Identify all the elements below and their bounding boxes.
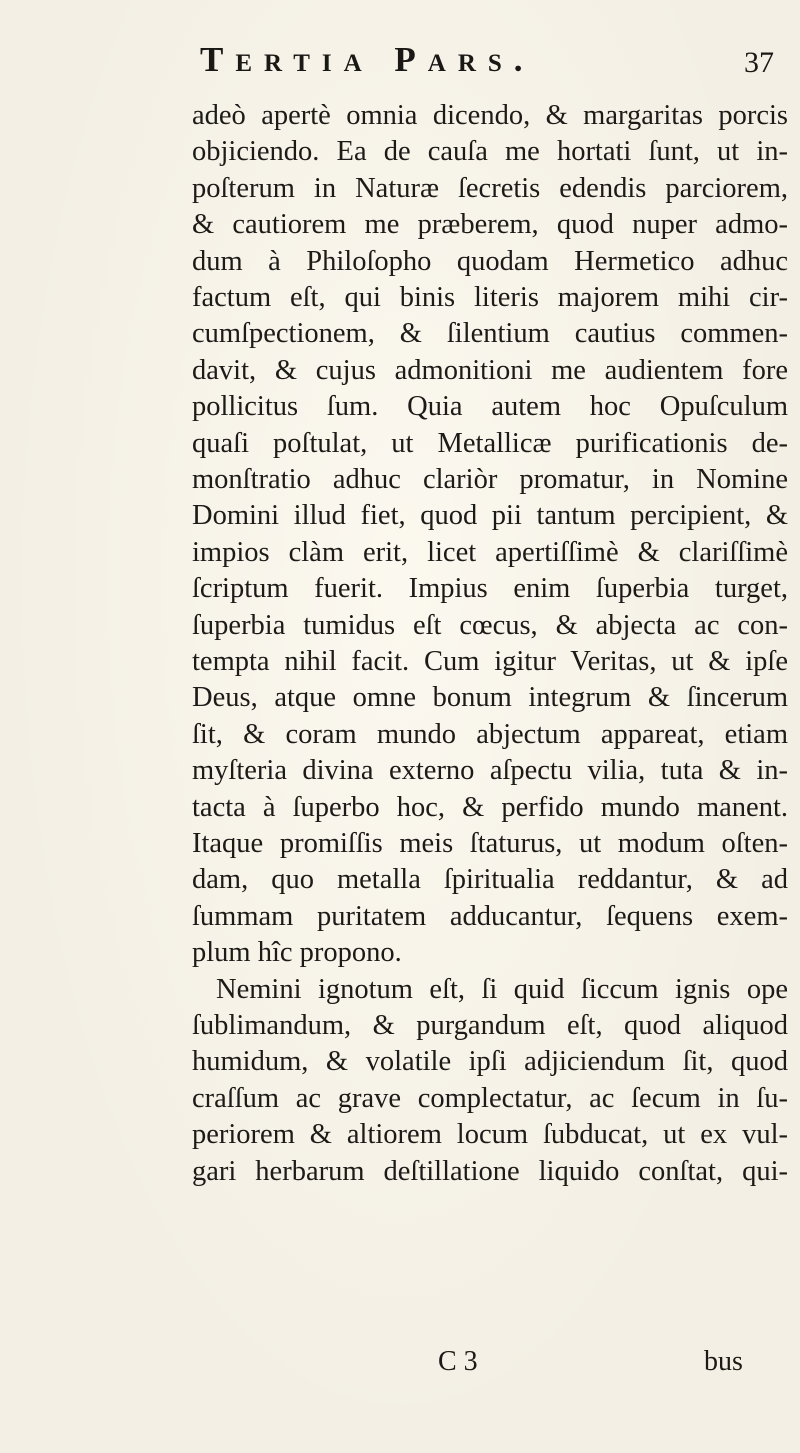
page-header (0, 40, 800, 90)
text-line: ſuperbia tumidus eſt cœcus, & abjecta ac con- (192, 609, 788, 641)
text-line: tacta à ſuperbo hoc, & perfido mundo manent. (192, 791, 788, 823)
running-head: Tertia Pars. (200, 40, 535, 79)
text-line: Itaque promiſſis meis ſtaturus, ut modum oſten- (192, 828, 788, 859)
text-line: objiciendo. Ea de cauſa me hortati ſunt, ut in- (192, 136, 788, 168)
catchword: bus (704, 1346, 743, 1377)
text-line: myſteria divina externo aſpectu vilia, tuta & in- (192, 755, 788, 787)
text-line: humidum, & volatile ipſi adjiciendum ſit, quod (192, 1046, 788, 1078)
text-line: Deus, atque omne bonum integrum & ſincerum (192, 682, 788, 714)
text-line: ſublimandum, & purgandum eſt, quod aliquod (192, 1010, 788, 1041)
text-line: davit, & cujus admonitioni me audientem fore (192, 354, 788, 386)
signature-mark: C 3 (438, 1346, 478, 1377)
text-line: quaſi poſtulat, ut Metallicæ purificationis de- (192, 427, 788, 459)
text-line: ſcriptum fuerit. Impius enim ſuperbia turget, (192, 573, 788, 605)
text-line: dam, quo metalla ſpiritualia reddantur, & ad (192, 864, 788, 896)
text-line: gari herbarum deſtillatione liquido conſtat, qui- (192, 1155, 788, 1187)
page-number: 37 (744, 46, 774, 79)
text-line: craſſum ac grave complectatur, ac ſecum in ſu- (192, 1082, 788, 1114)
text-line: Domini illud fiet, quod pii tantum percipient, & (192, 500, 788, 532)
text-line: pollicitus ſum. Quia autem hoc Opuſculum (192, 391, 788, 423)
text-line: impios clàm erit, licet apertiſſimè & clariſſimè (192, 536, 788, 568)
text-line: ſummam puritatem adducantur, ſequens exem- (192, 900, 788, 932)
text-line: factum eſt, qui binis literis majorem mihi cir- (192, 282, 788, 313)
text-line: poſterum in Naturæ ſecretis edendis parciorem, (192, 172, 788, 204)
text-line: periorem & altiorem locum ſubducat, ut ex vul- (192, 1119, 788, 1151)
text-line: monſtratio adhuc clariòr promatur, in Nomine (192, 464, 788, 495)
text-line: Nemini ignotum eſt, ſi quid ſiccum ignis ope (216, 973, 788, 1005)
text-line: tempta nihil facit. Cum igitur Veritas, ut & ipſe (192, 646, 788, 677)
text-line: & cautiorem me præberem, quod nuper admo- (192, 209, 788, 241)
text-line: cumſpectionem, & ſilentium cautius commen- (192, 318, 788, 350)
text-line: adeò apertè omnia dicendo, & margaritas porcis (192, 100, 788, 131)
page-footer (0, 1346, 800, 1386)
text-line: ſit, & coram mundo abjectum appareat, etiam (192, 718, 788, 750)
text-line: dum à Philoſopho quodam Hermetico adhuc (192, 245, 788, 277)
text-line: plum hîc propono. (192, 937, 402, 969)
